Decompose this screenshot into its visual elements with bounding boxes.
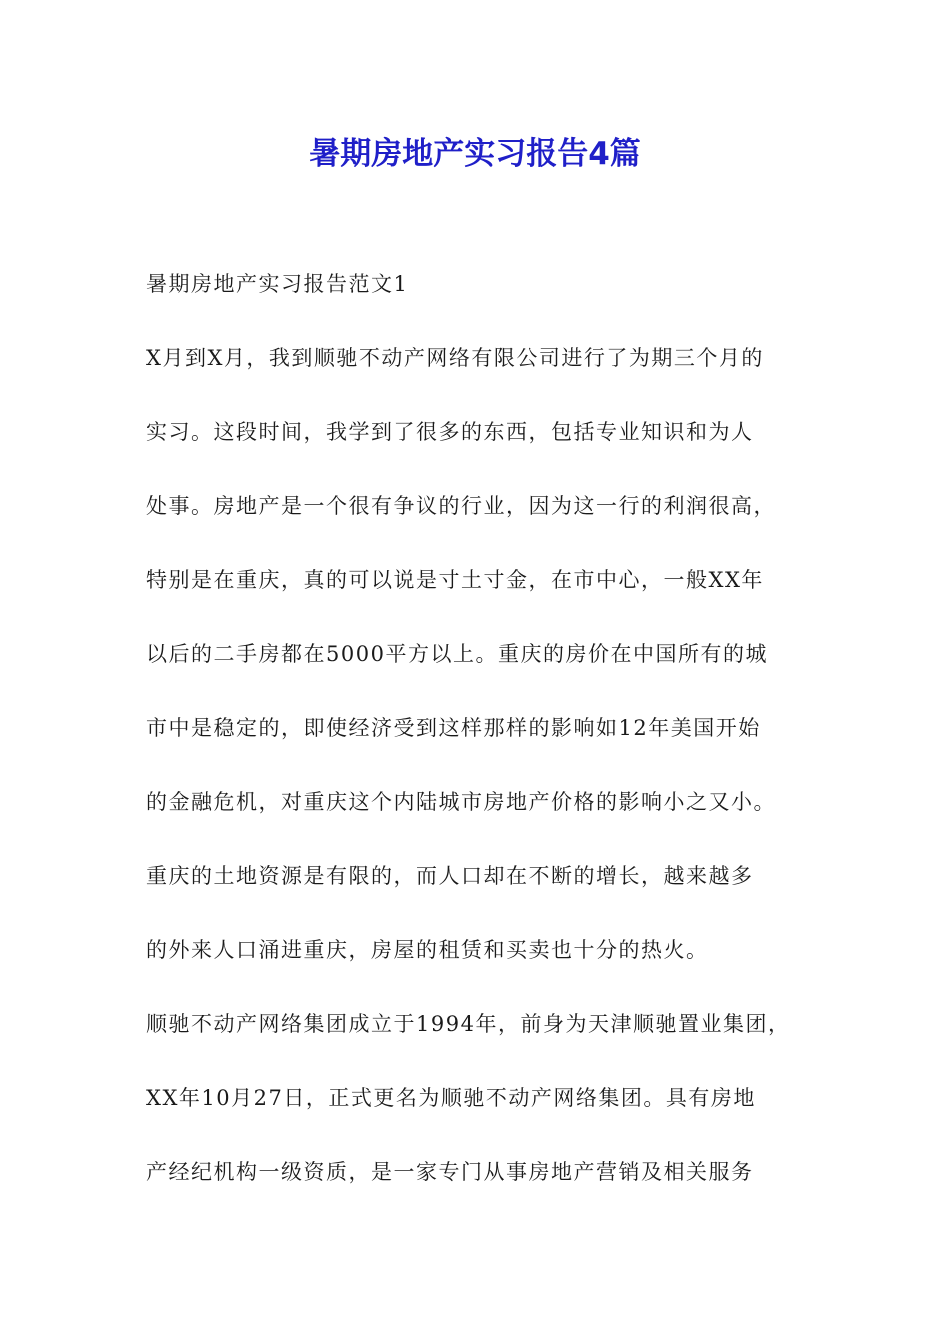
- document-body: [146, 258, 826, 1220]
- paragraph-line: 的外来人口涌进重庆，房屋的租赁和买卖也十分的热火。: [146, 938, 709, 962]
- paragraph-line: 实习。这段时间，我学到了很多的东西，包括专业知识和为人: [146, 420, 754, 444]
- paragraph-line: X月到X月，我到顺驰不动产网络有限公司进行了为期三个月的: [146, 346, 764, 370]
- section-heading: 暑期房地产实习报告范文1: [146, 272, 409, 296]
- paragraph-line: 以后的二手房都在5000平方以上。重庆的房价在中国所有的城: [146, 642, 768, 666]
- document-title: 暑期房地产实习报告4篇: [309, 136, 641, 172]
- paragraph-line: 产经纪机构一级资质，是一家专门从事房地产营销及相关服务: [146, 1160, 754, 1184]
- paragraph-line: 特别是在重庆，真的可以说是寸土寸金，在市中心，一般XX年: [146, 568, 764, 592]
- paragraph-line: 重庆的土地资源是有限的，而人口却在不断的增长，越来越多: [146, 864, 754, 888]
- paragraph-line: 的金融危机，对重庆这个内陆城市房地产价格的影响小之又小。: [146, 790, 776, 814]
- paragraph-line: XX年10月27日，正式更名为顺驰不动产网络集团。具有房地: [146, 1086, 756, 1110]
- paragraph-line: 顺驰不动产网络集团成立于1994年，前身为天津顺驰置业集团，: [146, 1012, 791, 1036]
- paragraph-line: 处事。房地产是一个很有争议的行业，因为这一行的利润很高，: [146, 494, 776, 518]
- paragraph-line: 市中是稳定的，即使经济受到这样那样的影响如12年美国开始: [146, 716, 761, 740]
